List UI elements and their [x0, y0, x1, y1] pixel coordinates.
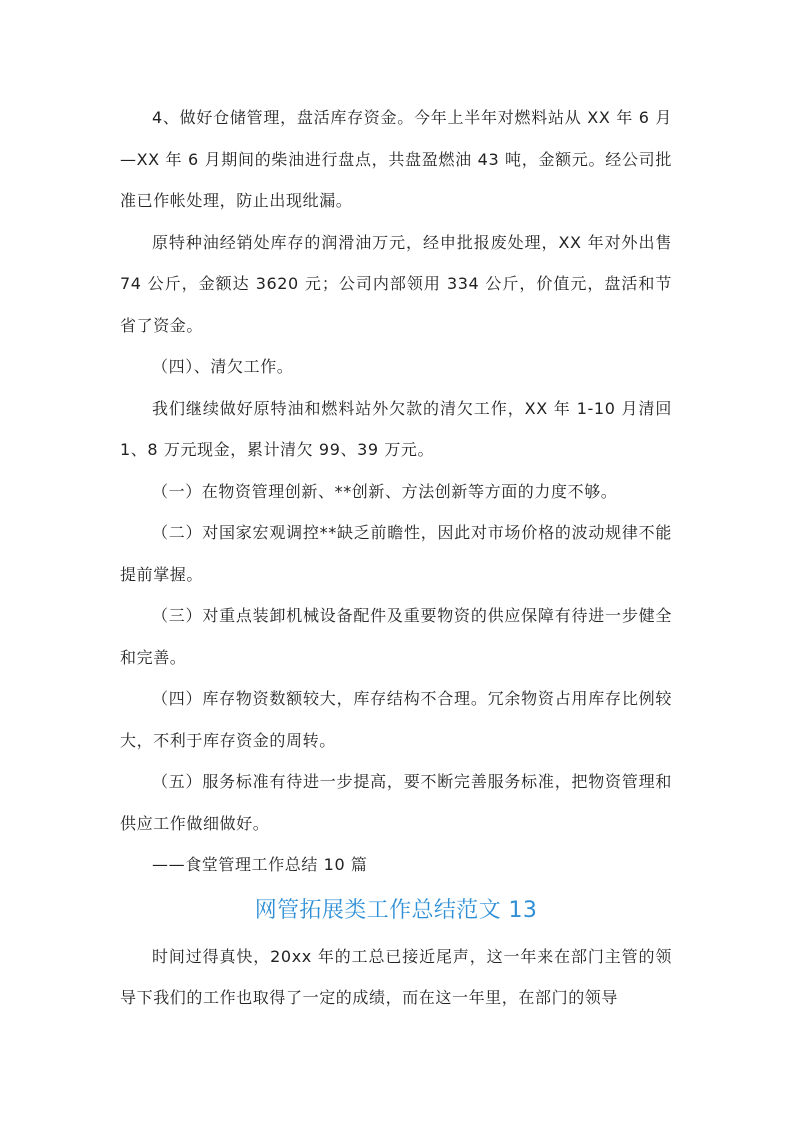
paragraph-issue-3: （三）对重点装卸机械设备配件及重要物资的供应保障有待进一步健全和完善。 — [120, 606, 672, 667]
paragraph-debt-collection-title: （四）、清欠工作。 — [152, 357, 294, 376]
paragraph-warehouse-management: 4、做好仓储管理，盘活库存资金。今年上半年对燃料站从 XX 年 6 月—XX 年 6 月期间的柴油进行盘点，共盘盈燃油 43 吨，金额元。经公司批准已作帐处理，防止出现纰漏。 — [120, 108, 672, 210]
paragraph-issue-2: （二）对国家宏观调控**缺乏前瞻性，因此对市场价格的波动规律不能提前掌握。 — [120, 523, 672, 584]
section-heading: 网管拓展类工作总结范文 13 — [254, 897, 538, 923]
paragraph-lubricant-inventory: 原特种油经销处库存的润滑油万元，经申批报废处理，XX 年对外出售 74 公斤，金额达 3620 元；公司内部领用 334 公斤，价值元，盘活和节省了资金。 — [120, 232, 672, 335]
paragraph-issue-5: （五）服务标准有待进一步提高，要不断完善服务标准，把物资管理和供应工作做细做好。 — [120, 772, 672, 833]
paragraph-issue-4: （四）库存物资数额较大，库存结构不合理。冗余物资占用库存比例较大，不利于库存资金的周转。 — [120, 689, 672, 750]
document-body — [120, 97, 672, 1019]
paragraph-source-note: ——食堂管理工作总结 10 篇 — [152, 855, 368, 874]
paragraph-intro: 时间过得真快，20xx 年的工总已接近尾声，这一年来在部门主管的领导下我们的工作也取得了一定的成绩，而在这一年里，在部门的领导 — [120, 946, 672, 1007]
paragraph-debt-collection-detail: 我们继续做好原特油和燃料站外欠款的清欠工作，XX 年 1-10 月清回 1、8 万元现金，累计清欠 99、39 万元。 — [120, 398, 672, 459]
paragraph-issue-1: （一）在物资管理创新、**创新、方法创新等方面的力度不够。 — [152, 481, 618, 501]
